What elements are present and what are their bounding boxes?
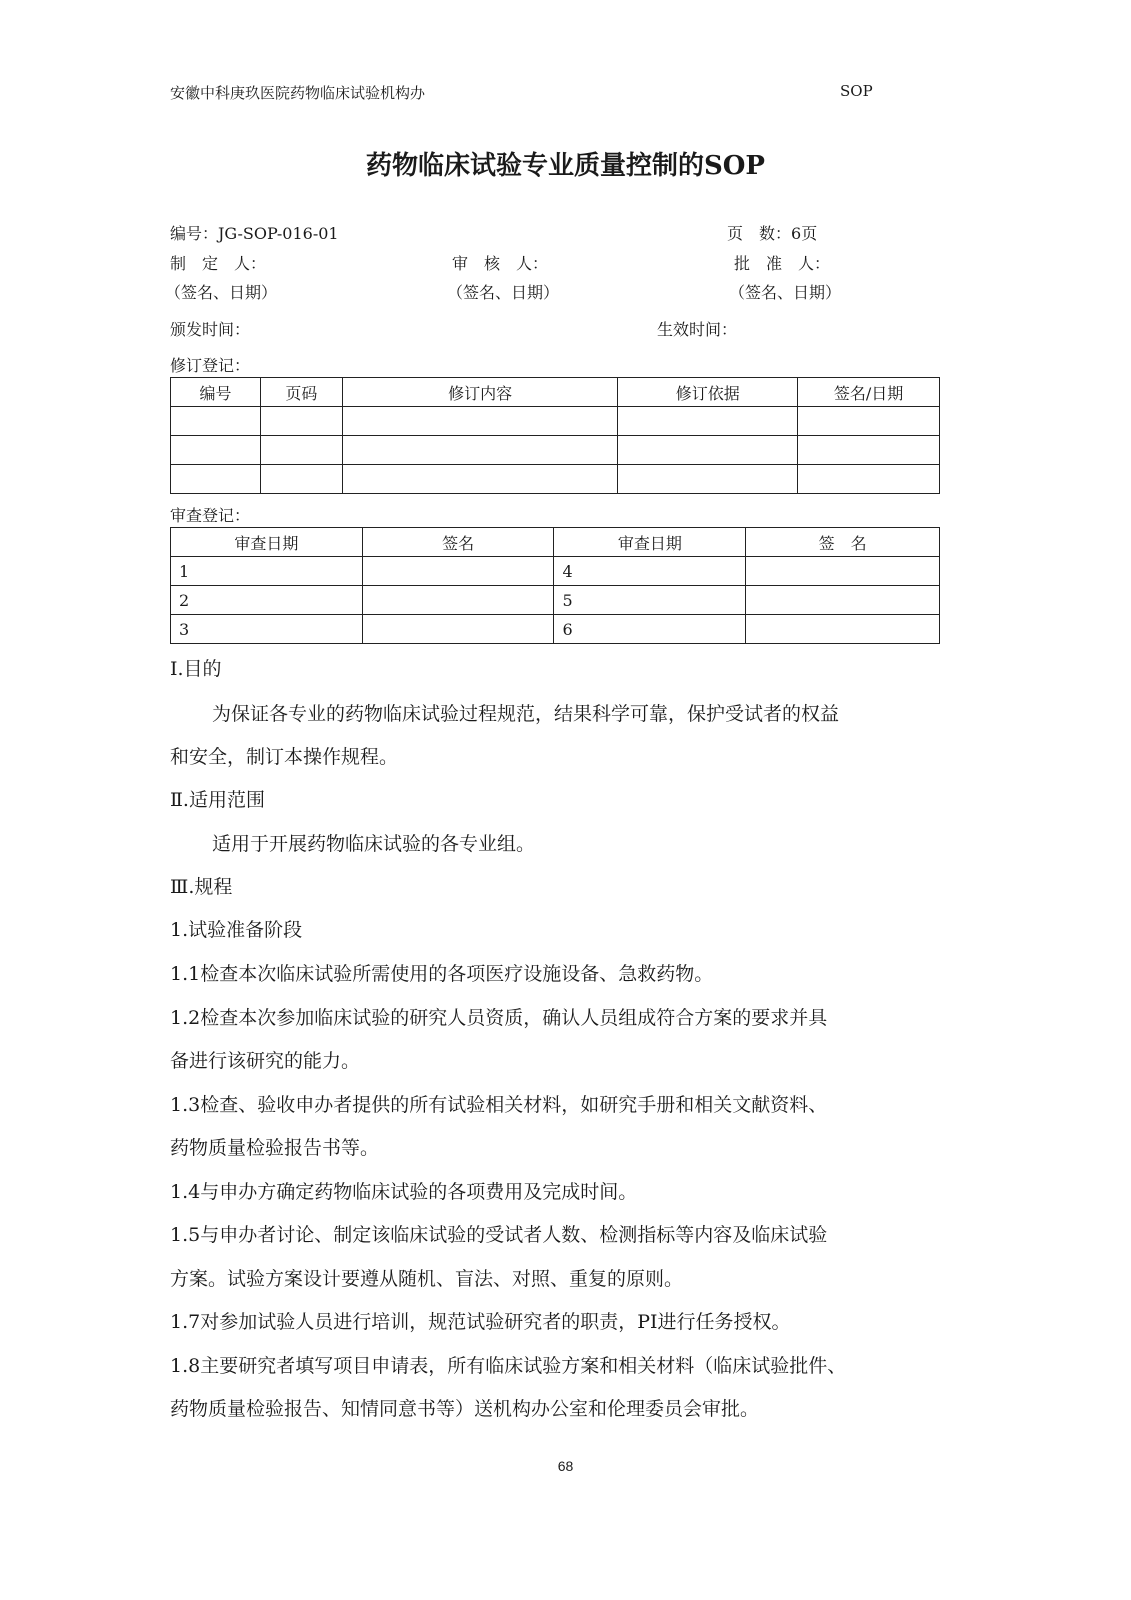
- review-header-cell: 审查日期: [171, 528, 363, 557]
- document-title: 药物临床试验专业质量控制的SOP: [366, 151, 765, 181]
- table-cell[interactable]: [342, 465, 618, 494]
- table-cell[interactable]: [798, 436, 940, 465]
- table-cell[interactable]: [171, 407, 261, 436]
- issue-time-label: 颁发时间：: [170, 320, 251, 339]
- review-log-table: [170, 527, 940, 644]
- table-cell[interactable]: [746, 557, 940, 586]
- table-cell[interactable]: [260, 407, 342, 436]
- page-count-label: 页 数：: [727, 224, 792, 243]
- revision-header-cell: 修订依据: [618, 378, 798, 407]
- revision-log-table: [170, 377, 940, 494]
- revision-header-cell: 签名/日期: [798, 378, 940, 407]
- table-cell: 2: [171, 586, 363, 615]
- review-header-cell: 审查日期: [554, 528, 746, 557]
- step-1-3-line2: 药物质量检验报告书等。: [170, 1137, 380, 1159]
- table-cell: 5: [554, 586, 746, 615]
- purpose-text-line2: 和安全，制订本操作规程。: [170, 746, 399, 768]
- table-row: [171, 557, 940, 586]
- doc-number-value: JG-SOP-016-01: [218, 224, 339, 243]
- table-cell[interactable]: [171, 436, 261, 465]
- effective-time-label: 生效时间：: [657, 320, 738, 339]
- step-1-3-line1: 1.3检查、验收申办者提供的所有试验相关材料，如研究手册和相关文献资料、: [170, 1094, 828, 1116]
- review-header-cell: 签名: [362, 528, 554, 557]
- table-cell[interactable]: [342, 436, 618, 465]
- procedure-heading: Ⅲ.规程: [170, 876, 233, 898]
- table-row: [171, 407, 940, 436]
- table-cell: 4: [554, 557, 746, 586]
- step-1-7: 1.7对参加试验人员进行培训，规范试验研究者的职责，PI进行任务授权。: [170, 1311, 791, 1333]
- table-cell[interactable]: [171, 465, 261, 494]
- table-cell[interactable]: [362, 615, 554, 644]
- step-1-1: 1.1检查本次临床试验所需使用的各项医疗设施设备、急救药物。: [170, 963, 714, 985]
- purpose-heading: Ⅰ.目的: [170, 658, 222, 680]
- table-cell[interactable]: [618, 465, 798, 494]
- table-cell[interactable]: [618, 407, 798, 436]
- table-cell[interactable]: [618, 436, 798, 465]
- page-count-value: 6页: [791, 224, 818, 243]
- revision-header-row: [171, 378, 940, 407]
- author-sign-note: （签名、日期）: [165, 283, 278, 302]
- step-1-5-line2: 方案。试验方案设计要遵从随机、盲法、对照、重复的原则。: [170, 1268, 684, 1290]
- table-cell: 1: [171, 557, 363, 586]
- revision-header-cell: 页码: [260, 378, 342, 407]
- reviewer-sign-note: （签名、日期）: [447, 283, 560, 302]
- table-row: [171, 586, 940, 615]
- doc-number-label: 编号：: [170, 224, 219, 243]
- step1-heading: 1.试验准备阶段: [170, 919, 303, 941]
- reviewer-label: 审 核 人：: [452, 254, 549, 273]
- table-cell[interactable]: [362, 557, 554, 586]
- table-cell: 6: [554, 615, 746, 644]
- table-cell: 3: [171, 615, 363, 644]
- purpose-text-line1: 为保证各专业的药物临床试验过程规范，结果科学可靠，保护受试者的权益: [212, 703, 840, 725]
- table-cell[interactable]: [746, 586, 940, 615]
- step-1-4: 1.4与申办方确定药物临床试验的各项费用及完成时间。: [170, 1181, 638, 1203]
- step-1-8-line2: 药物质量检验报告、知情同意书等）送机构办公室和伦理委员会审批。: [170, 1398, 760, 1420]
- step-1-2-line1: 1.2检查本次参加临床试验的研究人员资质，确认人员组成符合方案的要求并具: [170, 1007, 828, 1029]
- approver-sign-note: （签名、日期）: [729, 283, 842, 302]
- step-1-8-line1: 1.8主要研究者填写项目申请表，所有临床试验方案和相关材料（临床试验批件、: [170, 1355, 847, 1377]
- revision-header-cell: 修订内容: [342, 378, 618, 407]
- header-institution: 安徽中科庚玖医院药物临床试验机构办: [170, 84, 426, 102]
- header-doc-type: SOP: [840, 82, 873, 100]
- review-header-cell: 签 名: [746, 528, 940, 557]
- table-cell[interactable]: [260, 465, 342, 494]
- table-row: [171, 436, 940, 465]
- table-row: [171, 615, 940, 644]
- approver-label: 批 准 人：: [734, 254, 831, 273]
- table-cell[interactable]: [746, 615, 940, 644]
- table-cell[interactable]: [342, 407, 618, 436]
- table-cell[interactable]: [798, 465, 940, 494]
- revision-log-label: 修订登记：: [170, 356, 251, 375]
- review-header-row: [171, 528, 940, 557]
- revision-header-cell: 编号: [171, 378, 261, 407]
- table-cell[interactable]: [260, 436, 342, 465]
- page-number: 68: [557, 1458, 574, 1474]
- scope-heading: Ⅱ.适用范围: [170, 789, 265, 811]
- table-row: [171, 465, 940, 494]
- doc-number: [170, 221, 339, 244]
- table-cell[interactable]: [798, 407, 940, 436]
- review-log-label: 审查登记：: [170, 506, 251, 525]
- page-count: [727, 221, 817, 244]
- author-label: 制 定 人：: [170, 254, 267, 273]
- step-1-5-line1: 1.5与申办者讨论、制定该临床试验的受试者人数、检测指标等内容及临床试验: [170, 1224, 828, 1246]
- step-1-2-line2: 备进行该研究的能力。: [170, 1050, 361, 1072]
- scope-text: 适用于开展药物临床试验的各专业组。: [212, 833, 536, 855]
- table-cell[interactable]: [362, 586, 554, 615]
